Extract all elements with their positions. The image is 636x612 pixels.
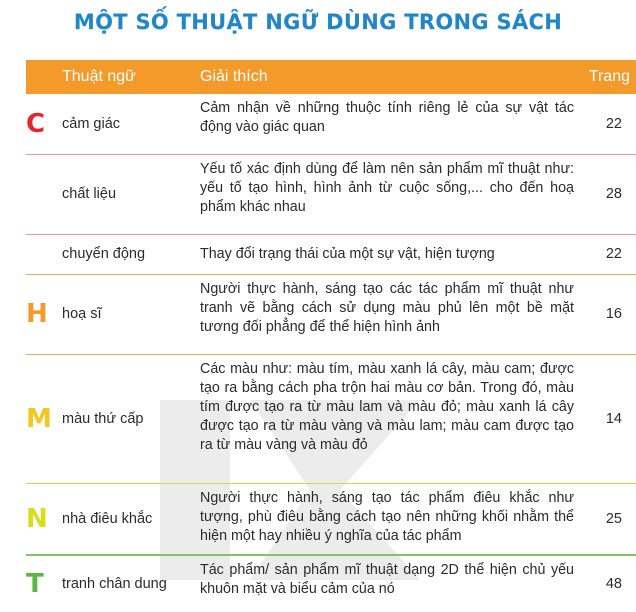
section-letter: M: [26, 403, 52, 434]
section-letter: N: [26, 503, 48, 534]
term: chất liệu: [62, 186, 117, 202]
page-number: 22: [605, 246, 622, 262]
term: chuyển động: [62, 246, 146, 262]
definition: Yếu tố xác định dùng để làm nên sản phẩm mĩ thuật như: yếu tố tạo hình, hình ảnh từ cuộc sống,... cho đến hoạ phẩm khác nhau: [200, 161, 574, 215]
definition: Thay đổi trạng thái của một sự vật, hiện tượng: [200, 246, 495, 262]
section-letter: T: [26, 568, 44, 599]
term: cảm giác: [62, 115, 121, 132]
header-page: Trang: [588, 68, 630, 85]
table-row: [26, 484, 636, 556]
table-row: [26, 556, 636, 612]
term: tranh chân dung: [62, 575, 167, 592]
section-letter: C: [26, 108, 46, 139]
table-row: [26, 355, 636, 484]
page-number: 16: [605, 306, 622, 322]
header-definition: Giải thích: [200, 68, 268, 85]
glossary-table: [26, 60, 636, 612]
page-title: MỘT SỐ THUẬT NGỮ DÙNG TRONG SÁCH: [73, 10, 563, 34]
section-letter: H: [26, 299, 48, 329]
definition: Các màu như: màu tím, màu xanh lá cây, màu cam; được tạo ra bằng cách pha trộn hai màu cơ bản. Trong đó, màu tím được tạo ra từ màu lam và màu đỏ; màu xanh lá cây được tạo ra từ màu vàng và màu lam; màu cam được tạo ra từ màu vàng và màu đỏ: [200, 361, 574, 453]
table-row: [26, 155, 636, 235]
page-number: 22: [605, 115, 622, 132]
term: nhà điêu khắc: [62, 510, 153, 527]
table-header: [26, 60, 636, 94]
definition: Tác phẩm/ sản phẩm mĩ thuật dạng 2D thể hiện chủ yếu khuôn mặt và biểu cảm của nó: [200, 562, 574, 597]
page-number: 25: [605, 510, 622, 527]
definition: Cảm nhận về những thuộc tính riêng lẻ của sự vật tác động vào giác quan: [200, 100, 574, 135]
page-number: 48: [605, 575, 622, 592]
definition: Người thực hành, sáng tạo các tác phẩm mĩ thuật như tranh vẽ bằng cách sử dụng màu phủ lên một bề mặt tương đối phẳng để thể hiện hình ảnh: [200, 281, 574, 335]
table-row: [26, 235, 636, 275]
table-row: [26, 94, 636, 155]
table-row: [26, 275, 636, 355]
term: màu thứ cấp: [62, 410, 144, 427]
header-term: Thuật ngữ: [62, 68, 136, 85]
page-number: 28: [605, 186, 622, 202]
page-number: 14: [605, 410, 622, 427]
term: hoạ sĩ: [62, 306, 102, 322]
definition: Người thực hành, sáng tạo tác phẩm điêu khắc như tượng, phù điêu bằng cách tạo nên những khối nhằm thể hiện một hay nhiều ý nghĩa của tác phẩm: [200, 490, 574, 544]
